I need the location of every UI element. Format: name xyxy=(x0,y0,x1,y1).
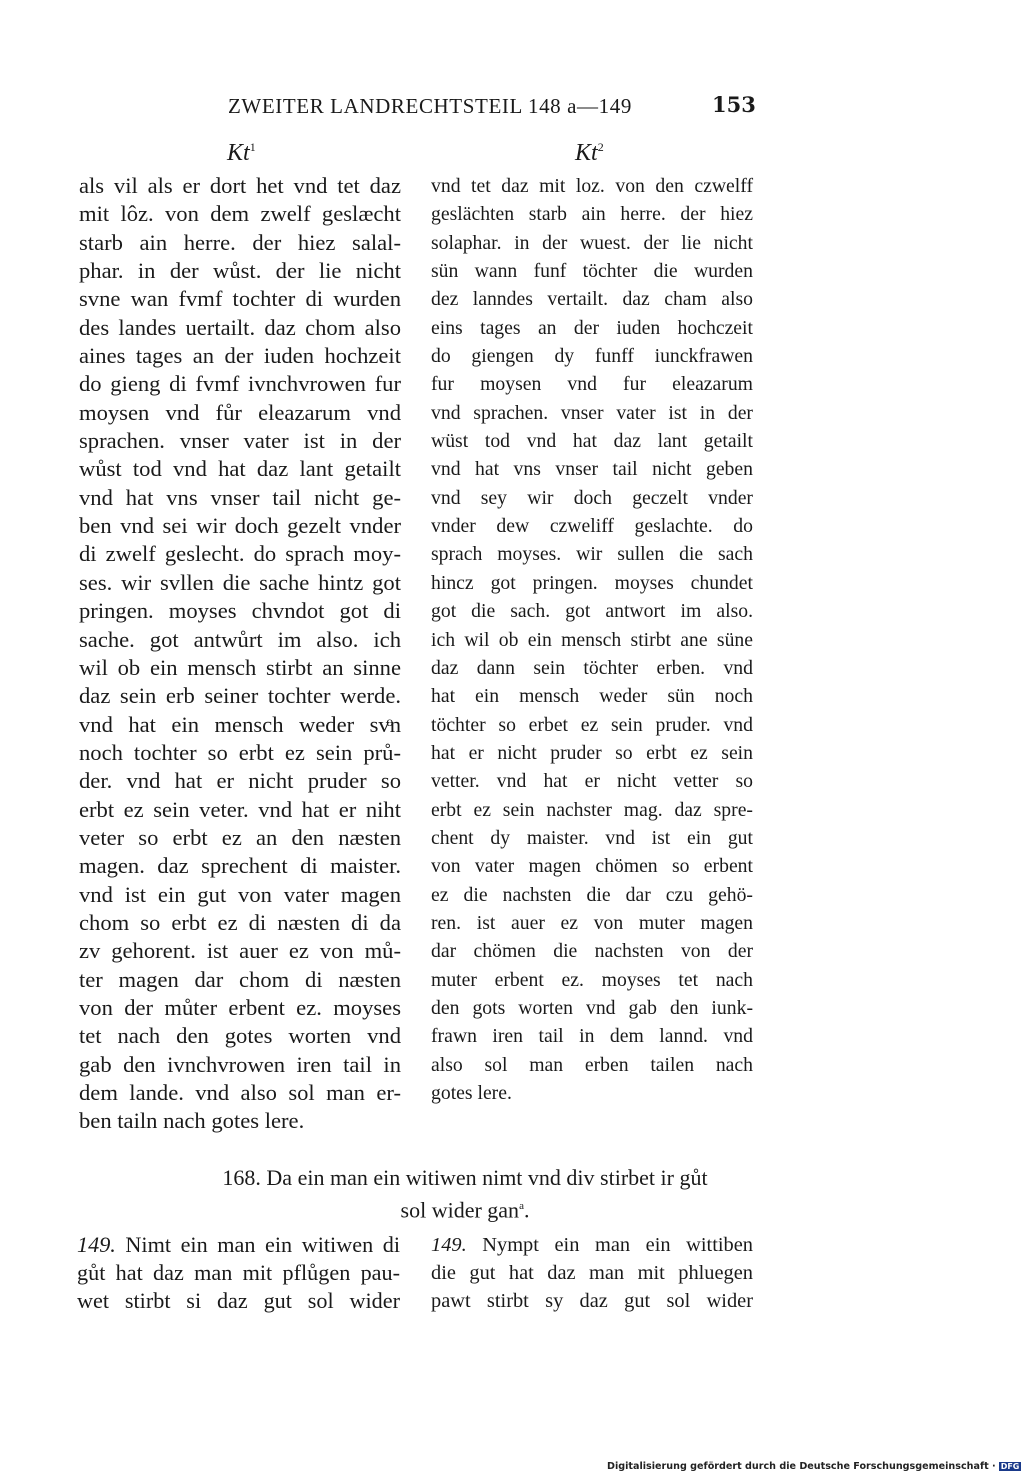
left-text-column xyxy=(79,172,401,1136)
text-line: do giengen dy funff iunckfrawen xyxy=(431,345,753,368)
text-line: tet nach den gotes worten vnd xyxy=(79,1023,401,1049)
text-line: veter so erbt ez an den næsten xyxy=(79,824,401,850)
left-column-heading xyxy=(227,140,256,167)
text-line: also sol man erben tailen nach xyxy=(431,1053,753,1076)
text-line: svne wan fvmf tochter di wurden xyxy=(79,286,401,312)
section-title-period: . xyxy=(523,1197,530,1223)
section-title-line-2-text: sol wider gan xyxy=(400,1197,520,1223)
text-line: vnd ist ein gut von vater magen xyxy=(79,881,401,907)
paragraph-line: gůt hat daz man mit pflůgen pau- xyxy=(77,1260,400,1285)
text-line: pringen. moyses chvndot got di xyxy=(79,598,401,624)
text-line: als vil als er dort het vnd tet daz xyxy=(79,173,401,198)
text-line: sün wann funf töchter die wurden xyxy=(431,260,753,283)
text-line: fur moysen vnd fur eleazarum xyxy=(431,373,753,396)
funding-note: Digitalisierung gefördert durch die Deutsche Forschungsgemeinschaft · xyxy=(607,1461,996,1472)
paragraph-text: Nympt ein man ein wittiben xyxy=(466,1234,753,1256)
text-line: erbt ez sein veter. vnd hat er niht xyxy=(79,796,401,822)
text-line: dem lande. vnd also sol man er- xyxy=(79,1080,401,1105)
right-column-siglum: Kt xyxy=(575,140,598,166)
text-line: vnder dew czweliff geslachte. do xyxy=(431,515,753,538)
paragraph-149-right xyxy=(431,1231,753,1315)
paragraph-line: wet stirbt si daz gut sol wider xyxy=(77,1288,400,1313)
text-line: sprach moyses. wir sullen die sach xyxy=(431,543,753,566)
text-line: daz dann sein töchter erben. vnd xyxy=(431,656,753,679)
text-line: moysen vnd fůr eleazarum vnd xyxy=(79,399,401,425)
dfg-logo: DFG xyxy=(1000,1461,1020,1471)
text-line: chent dy maister. vnd ist ein gut xyxy=(431,826,753,849)
text-line: vetter. vnd hat er nicht vetter so xyxy=(431,770,753,793)
text-line: dez lanndes vertailt. daz cham also xyxy=(431,288,753,311)
text-line: muter erbent ez. moyses tet nach xyxy=(431,968,753,991)
text-line: ben tailn nach gotes lere. xyxy=(79,1108,305,1134)
text-line: magen. daz sprechent di maister. xyxy=(79,853,401,879)
text-line: phar. in der wůst. der lie nicht xyxy=(79,258,401,284)
text-line: dar chömen die nachsten von der xyxy=(431,940,753,963)
text-line: daz sein erb seiner tochter werde. xyxy=(79,683,401,709)
paragraph-number: 149. xyxy=(77,1232,116,1257)
text-line: ses. wir svllen die sache hintz got xyxy=(79,569,401,595)
text-line: des landes uertailt. daz chom also xyxy=(79,314,401,340)
text-line: noch tochter so erbt ez sein prů- xyxy=(79,739,401,765)
paragraph-149-left xyxy=(77,1231,400,1315)
text-line: vnd sey wir doch geczelt vnder xyxy=(431,486,753,509)
paragraph-line: pawt stirbt sy daz gut sol wider xyxy=(431,1290,753,1312)
text-line: sprachen. vnser vater ist in der xyxy=(79,428,401,454)
paragraph-text: Nimt ein man ein witiwen di xyxy=(115,1232,400,1257)
text-line: vnd sprachen. vnser vater ist in der xyxy=(431,401,753,424)
text-line: ich wil ob ein mensch stirbt ane süne xyxy=(431,628,753,651)
paragraph-number: 149. xyxy=(431,1234,467,1256)
left-column-siglum: Kt xyxy=(227,140,250,166)
paragraph-line: die gut hat daz man mit phluegen xyxy=(431,1262,753,1284)
left-column-siglum-index: 1 xyxy=(249,140,256,154)
section-title-line-1: 168. Da ein man ein witiwen nimt vnd div stirbet ir gůt xyxy=(222,1165,708,1190)
text-line: zv gehorent. ist auer ez von mů- xyxy=(79,938,401,964)
text-line: vnd hat ein mensch weder svͦn xyxy=(79,711,401,737)
text-line: von der můter erbent ez. moyses xyxy=(79,994,401,1020)
text-line: ben vnd sei wir doch gezelt vnder xyxy=(79,513,401,539)
section-title-line-2 xyxy=(100,1192,830,1224)
text-line: ter magen dar chom di næsten xyxy=(79,966,401,992)
text-line: hincz got pringen. moyses chundet xyxy=(431,571,753,594)
text-line: got die sach. got antwort im also. xyxy=(431,600,753,623)
text-line: vnd tet daz mit loz. von den czwelff xyxy=(431,175,753,197)
text-line: mit lôz. von dem zwelf geslæcht xyxy=(79,201,401,227)
text-line: von vater magen chömen so erbent xyxy=(431,855,753,878)
page-number: 153 xyxy=(712,92,756,117)
text-line: di zwelf geslecht. do sprach moy- xyxy=(79,541,401,567)
text-line: frawn iren tail in dem lannd. vnd xyxy=(431,1025,753,1048)
text-line: aines tages an der iuden hochzeit xyxy=(79,343,401,369)
digitization-footer xyxy=(607,1461,1021,1472)
text-line: chom so erbt ez di næsten di da xyxy=(79,909,401,935)
paragraph-line xyxy=(431,1231,753,1259)
running-head: ZWEITER LANDRECHTSTEIL 148 a—149 xyxy=(228,94,632,118)
text-line: geslächten starb ain herre. der hiez xyxy=(431,203,753,226)
paragraph-line xyxy=(77,1231,400,1259)
text-line: gotes lere. xyxy=(431,1082,512,1104)
text-line: wüst tod vnd hat daz lant getailt xyxy=(431,430,753,453)
text-line: wůst tod vnd hat daz lant getailt xyxy=(79,456,401,482)
text-line: hat er nicht pruder so erbt ez sein xyxy=(431,741,753,764)
text-line: do gieng di fvmf ivnchvrowen fur xyxy=(79,371,401,397)
text-line: starb ain herre. der hiez salal- xyxy=(79,229,401,255)
text-line: solaphar. in der wuest. der lie nicht xyxy=(431,231,753,254)
text-line: sache. got antwůrt im also. ich xyxy=(79,626,401,652)
text-line: erbt ez sein nachster mag. daz spre- xyxy=(431,798,753,821)
text-line: ren. ist auer ez von muter magen xyxy=(431,911,753,934)
section-title xyxy=(100,1164,830,1224)
page-header xyxy=(0,94,1000,124)
text-line: töchter so erbet ez sein pruder. vnd xyxy=(431,713,753,736)
text-line: den gots worten vnd gab den iunk- xyxy=(431,996,753,1019)
text-line: eins tages an der iuden hochczeit xyxy=(431,316,753,339)
right-column-heading xyxy=(575,140,604,167)
footnote-marker: a xyxy=(519,1200,524,1212)
text-line: vnd hat vns vnser tail nicht ge- xyxy=(79,484,401,510)
text-line: gab den ivnchvrowen iren tail in xyxy=(79,1051,401,1077)
right-text-column xyxy=(431,172,753,1107)
text-line: vnd hat vns vnser tail nicht geben xyxy=(431,458,753,481)
text-line: der. vnd hat er nicht pruder so xyxy=(79,768,401,794)
right-column-siglum-index: 2 xyxy=(597,140,604,154)
text-line: hat ein mensch weder sün noch xyxy=(431,685,753,708)
text-line: ez die nachsten die dar czu gehö- xyxy=(431,883,753,906)
text-line: wil ob ein mensch stirbt an sinne xyxy=(79,654,401,680)
